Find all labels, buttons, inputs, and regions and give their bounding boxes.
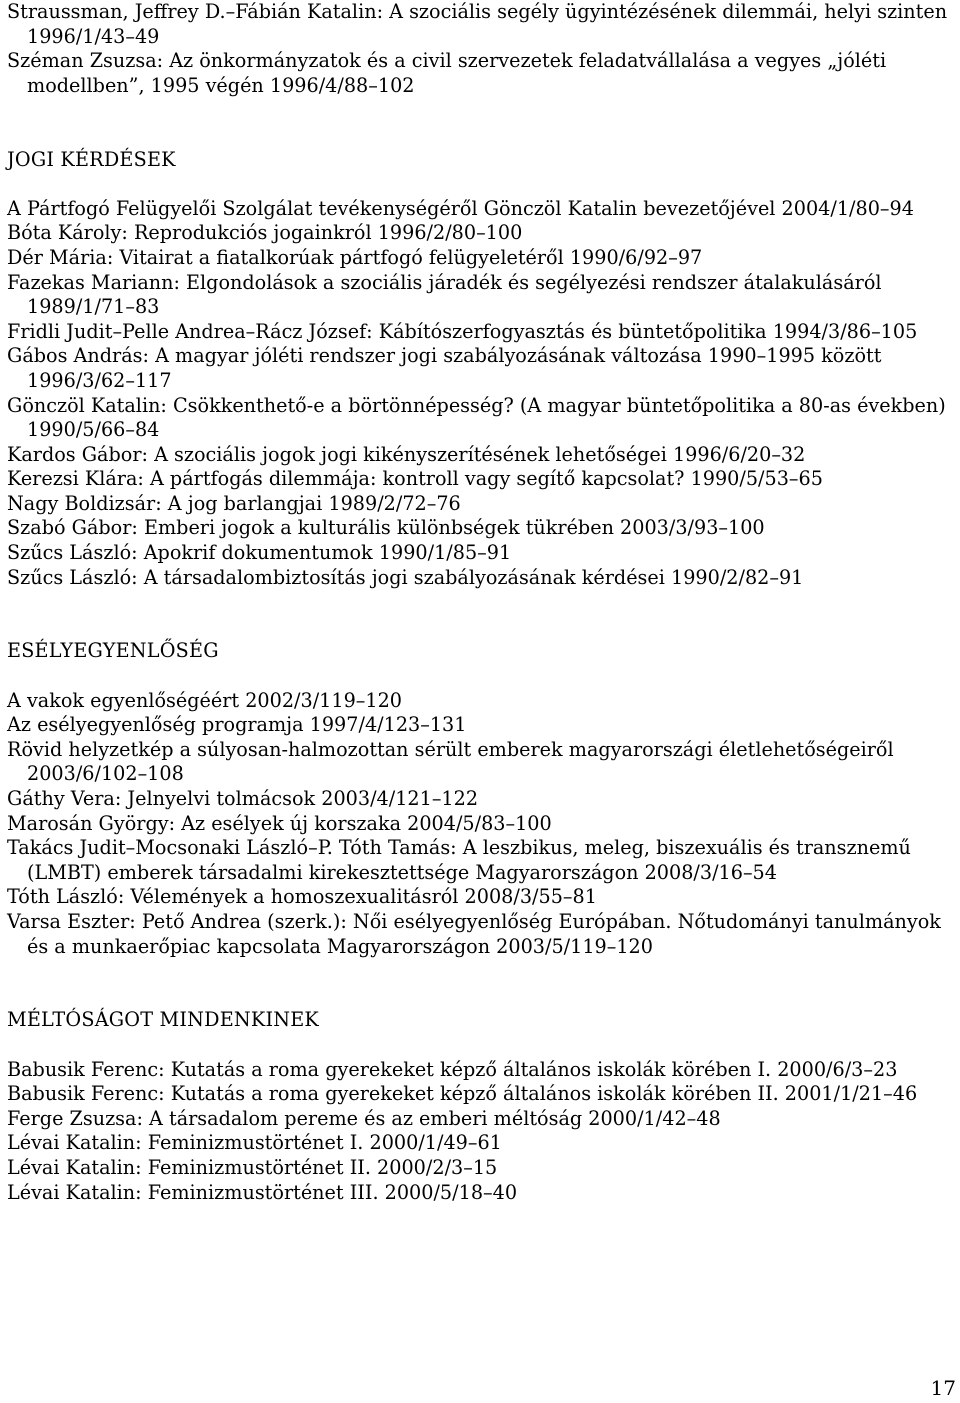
section-heading: MÉLTÓSÁGOT MINDENKINEK [7, 1008, 319, 1032]
section-heading: ESÉLYEGYENLŐSÉG [7, 639, 219, 663]
bibliography-entry: Kerezsi Klára: A pártfogás dilemmája: kontroll vagy segítő kapcsolat? 1990/5/53–65 [7, 467, 823, 491]
heading-gap [7, 1033, 955, 1058]
bibliography-entry: Dér Mária: Vitairat a fiatalkorúak pártfogó felügyeletéről 1990/6/92–97 [7, 245, 703, 269]
bibliography-entry: Szűcs László: A társadalombiztosítás jogi szabályozásának kérdései 1990/2/82–91 [7, 565, 804, 589]
section-meltosagot-mindenkinek [7, 1008, 955, 1205]
bibliography-entry: Tóth László: Vélemények a homoszexualitásról 2008/3/55–81 [7, 885, 597, 909]
bibliography-entry: Gábos András: A magyar jóléti rendszer jogi szabályozásának változása 1990–1995 között 1996/3/62–117 [7, 344, 882, 392]
section-gap [7, 98, 955, 147]
bibliography-entry: Fazekas Mariann: Elgondolások a szociális járadék és segélyezési rendszer átalakulásáról 1989/1/71–83 [7, 270, 882, 319]
bibliography-entry: Rövid helyzetkép a súlyosan-halmozottan sérült emberek magyarországi életlehetőségeiről 2003/6/102–108 [7, 737, 894, 786]
bibliography-entry: Lévai Katalin: Feminizmustörténet II. 2000/2/3–15 [7, 1155, 498, 1179]
page-number: 17 [930, 1376, 956, 1400]
document-page [7, 0, 955, 1205]
bibliography-entry: Babusik Ferenc: Kutatás a roma gyerekeket képző általános iskolák körében II. 2001/1/21–46 [7, 1082, 918, 1106]
heading-gap [7, 664, 955, 689]
bibliography-entry: Lévai Katalin: Feminizmustörténet I. 2000/1/49–61 [7, 1131, 502, 1155]
bibliography-entry: Széman Zsuzsa: Az önkormányzatok és a civil szervezetek feladatvállalása a vegyes „jóléti modellben”, 1995 végén 1996/4/88–102 [7, 49, 887, 97]
bibliography-entry: Szűcs László: Apokrif dokumentumok 1990/1/85–91 [7, 541, 512, 565]
bibliography-entry: Gönczöl Katalin: Csökkenthető-e a börtönnépesség? (A magyar büntetőpolitika a 80-as években) 1990/5/66–84 [7, 393, 946, 442]
section-jogi-kerdesek [7, 148, 955, 591]
section-gap [7, 590, 955, 639]
bibliography-entry: Babusik Ferenc: Kutatás a roma gyerekeket képző általános iskolák körében I. 2000/6/3–23 [7, 1057, 898, 1081]
section-heading: JOGI KÉRDÉSEK [7, 147, 176, 171]
section-eselyegyenloseg [7, 639, 955, 959]
bibliography-entry: Fridli Judit–Pelle Andrea–Rácz József: Kábítószerfogyasztás és büntetőpolitika 1994/3/86–105 [7, 319, 918, 343]
bibliography-entry: Az esélyegyenlőség programja 1997/4/123–131 [7, 713, 467, 737]
bibliography-entry: Straussman, Jeffrey D.–Fábián Katalin: A szociális segély ügyintézésének dilemmái, helyi szinten 1996/1/43–49 [7, 0, 948, 48]
bibliography-entry: A Pártfogó Felügyelői Szolgálat tevékenységéről Gönczöl Katalin bevezetőjével 2004/1/80–94 [7, 196, 914, 220]
bibliography-entry: A vakok egyenlőségéért 2002/3/119–120 [7, 688, 403, 712]
bibliography-entry: Ferge Zsuzsa: A társadalom pereme és az emberi méltóság 2000/1/42–48 [7, 1106, 721, 1130]
section-gap [7, 959, 955, 1008]
bibliography-entry: Bóta Károly: Reprodukciós jogainkról 1996/2/80–100 [7, 221, 523, 245]
bibliography-entry: Varsa Eszter: Pető Andrea (szerk.): Női esélyegyenlőség Európában. Nőtudományi tanulmányok és a munkaerőpiac kapcsolata Magyarországon 2003/5/119–120 [7, 909, 941, 958]
heading-gap [7, 172, 955, 197]
bibliography-entry: Szabó Gábor: Emberi jogok a kulturális különbségek tükrében 2003/3/93–100 [7, 516, 765, 540]
section-continued [7, 0, 955, 98]
bibliography-entry: Kardos Gábor: A szociális jogok jogi kikényszerítésének lehetőségei 1996/6/20–32 [7, 442, 806, 466]
bibliography-entry: Nagy Boldizsár: A jog barlangjai 1989/2/72–76 [7, 491, 461, 515]
bibliography-entry: Lévai Katalin: Feminizmustörténet III. 2000/5/18–40 [7, 1180, 518, 1204]
bibliography-entry: Marosán György: Az esélyek új korszaka 2004/5/83–100 [7, 811, 552, 835]
bibliography-entry: Takács Judit–Mocsonaki László–P. Tóth Tamás: A leszbikus, meleg, biszexuális és transznemű (LMBT) emberek társadalmi kirekesztettsége Magyarországon 2008/3/16–54 [7, 836, 911, 884]
bibliography-entry: Gáthy Vera: Jelnyelvi tolmácsok 2003/4/121–122 [7, 787, 479, 810]
